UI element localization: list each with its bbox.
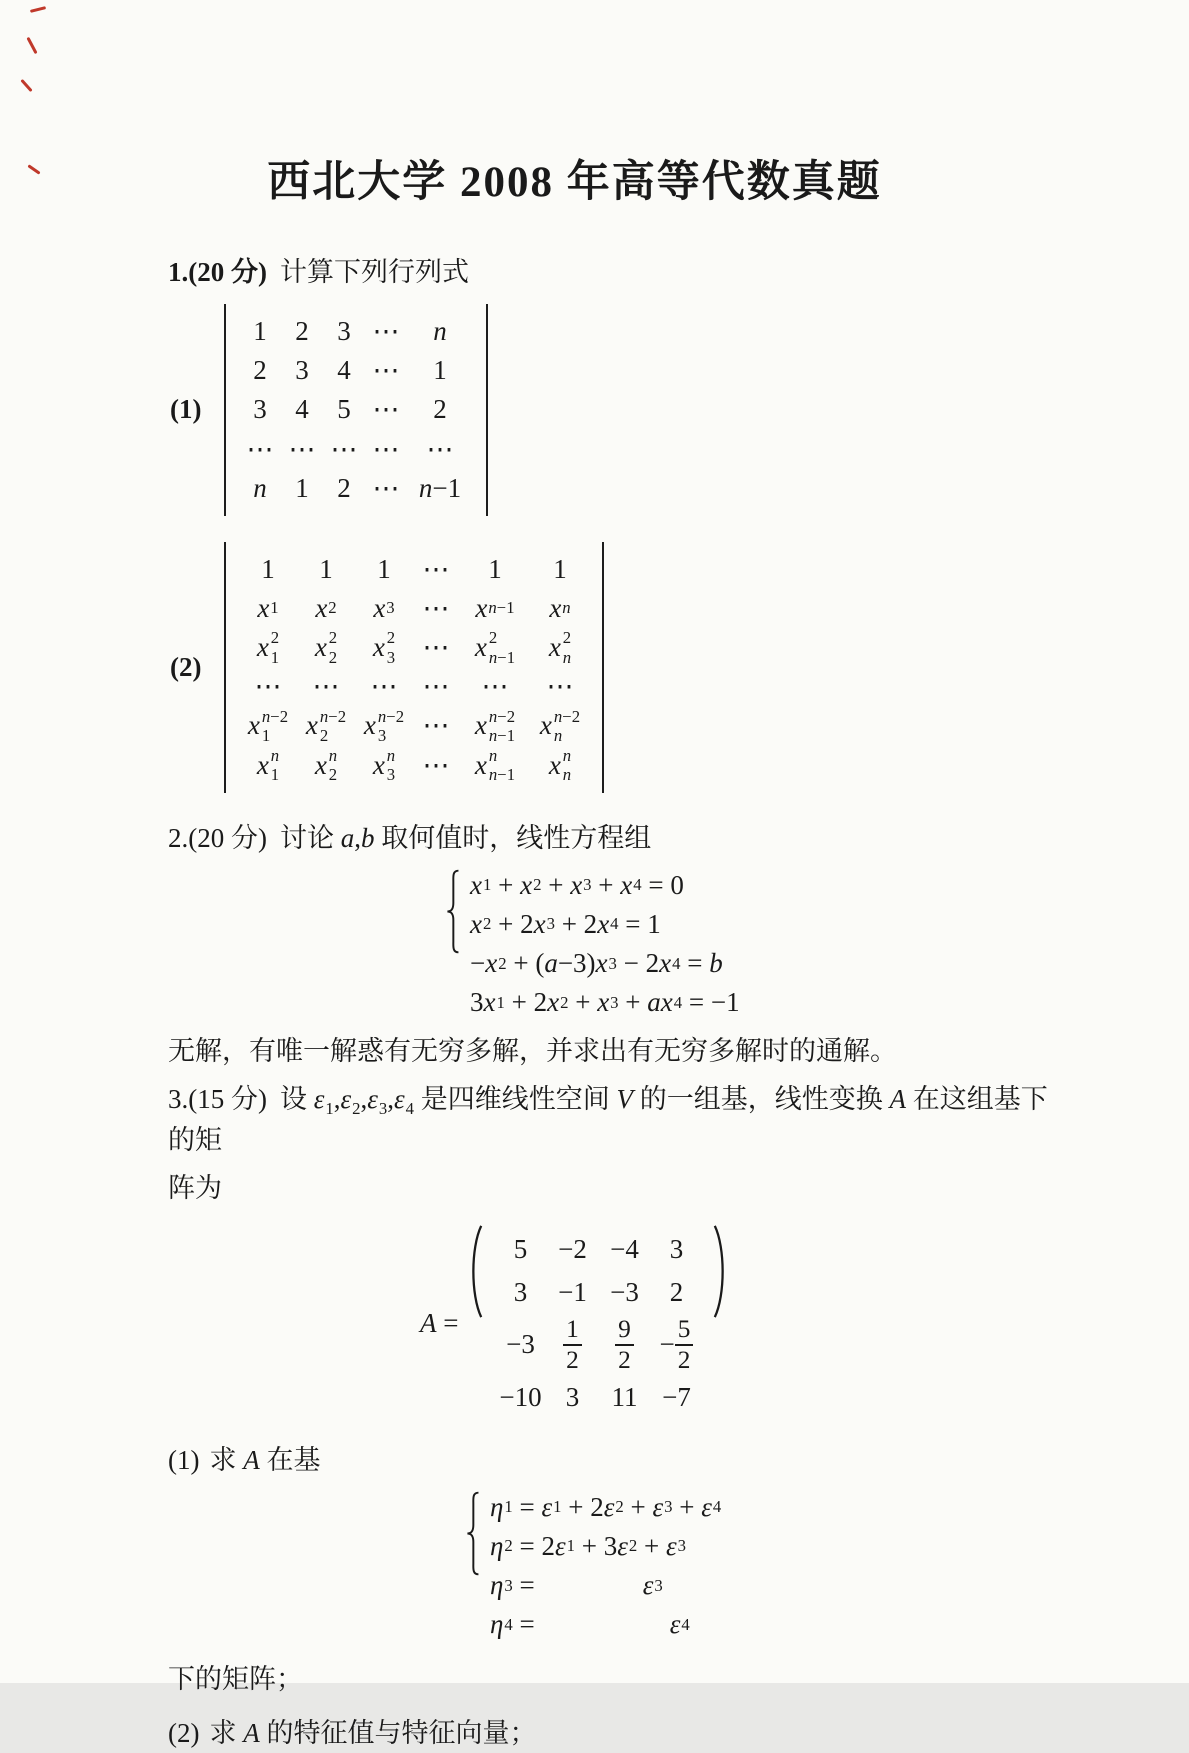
- matrix-cell: x n−2 3: [363, 706, 405, 745]
- matrix-row: [239, 667, 589, 706]
- matrix-cell: 5: [513, 1233, 528, 1264]
- part-1-label: (1): [170, 394, 202, 425]
- determinant-2-block: [170, 542, 1059, 793]
- matrix-a-grid: [490, 1222, 706, 1425]
- matrix-cell: x 2 1: [256, 628, 280, 667]
- matrix-cell: −3: [506, 1329, 535, 1360]
- matrix-cell: x 1: [257, 592, 279, 623]
- matrix-cell: ⋯: [422, 592, 450, 623]
- part-2-text: 求 A 的特征值与特征向量；: [209, 1717, 537, 1748]
- matrix-cell: 2: [337, 472, 351, 503]
- matrix-cell: 3: [513, 1276, 528, 1307]
- equation-line: x 2 + 2 x 3 + 2 x 4 = 1: [470, 908, 661, 939]
- matrix-cell: 1: [261, 553, 275, 584]
- matrix-cell: n: [433, 316, 447, 347]
- matrix-cell: 3: [295, 355, 309, 386]
- matrix-cell: ⋯: [312, 671, 340, 702]
- matrix-cell: 1: [253, 316, 267, 347]
- matrix-row: [239, 746, 589, 785]
- linear-system: [444, 866, 740, 1023]
- matrix-row: [239, 312, 473, 351]
- matrix-cell: − $\frac{5}{2}$: [650, 1315, 702, 1374]
- matrix-row: [494, 1271, 702, 1314]
- linear-system-equations: [470, 866, 740, 1023]
- matrix-row: [239, 589, 589, 628]
- matrix-cell: n: [253, 472, 267, 503]
- question-1-number: 1.(20 分): [168, 257, 267, 287]
- matrix-cell: x n−1: [475, 592, 515, 623]
- matrix-cell: ⋯: [422, 671, 450, 702]
- matrix-cell: ⋯: [481, 671, 509, 702]
- question-3-number: 3.(15 分): [168, 1083, 267, 1114]
- matrix-cell: 11: [611, 1381, 638, 1412]
- matrix-cell: x n 3: [372, 745, 396, 785]
- matrix-cell: ⋯: [288, 433, 316, 464]
- matrix-cell: 3: [337, 316, 351, 347]
- matrix-cell: ⋯: [422, 749, 450, 780]
- left-curly-brace-icon: [444, 869, 461, 954]
- question-2-header: [168, 819, 1059, 858]
- question-3-part-1: [168, 1441, 1059, 1480]
- matrix-cell: $\frac{9}{2}$: [598, 1315, 650, 1374]
- matrix-cell: x 2 2: [314, 628, 338, 667]
- matrix-cell: −7: [662, 1381, 691, 1412]
- eta-basis-system: [464, 1488, 721, 1645]
- matrix-cell: −2: [558, 1233, 587, 1264]
- matrix-cell: x 2 n: [548, 628, 572, 667]
- matrix-cell: 4: [295, 394, 309, 425]
- question-2-after-text: 无解，有唯一解惑有无穷多解，并求出有无穷多解时的通解。: [168, 1036, 897, 1067]
- matrix-row: [494, 1376, 702, 1419]
- matrix-cell: x 2 3: [372, 628, 396, 667]
- matrix-cell: x n−2 n−1: [474, 706, 516, 745]
- matrix-cell: −10: [499, 1381, 542, 1412]
- matrix-cell: 4: [337, 355, 351, 386]
- matrix-row: [239, 430, 473, 469]
- question-3-part-2: [168, 1714, 1059, 1753]
- matrix-cell: x n n: [548, 745, 572, 785]
- equation-line: x 1 + x 2 + x 3 + x 4 = 0: [470, 869, 684, 900]
- left-curly-brace-icon: [464, 1491, 481, 1576]
- determinant-1: [224, 304, 488, 516]
- matrix-cell: 3: [565, 1381, 580, 1412]
- determinant-2: [224, 542, 604, 793]
- matrix-cell: 5: [337, 394, 351, 425]
- question-2-text: 讨论 a,b 取何值时，线性方程组: [279, 822, 652, 853]
- equation-line: − x 2 + ( a −3) x 3 − 2 x 4 = b: [470, 948, 723, 979]
- matrix-cell: −3: [610, 1276, 639, 1307]
- matrix-cell: x 2: [315, 592, 337, 623]
- matrix-cell: ⋯: [330, 433, 358, 464]
- matrix-cell: 3: [253, 394, 267, 425]
- question-1-text: 计算下列行列式: [279, 257, 469, 287]
- matrix-cell: n −1: [418, 472, 462, 503]
- matrix-cell: 2: [295, 316, 309, 347]
- matrix-cell: ⋯: [546, 671, 574, 702]
- matrix-cell: ⋯: [372, 355, 400, 386]
- matrix-cell: x 3: [373, 592, 395, 623]
- matrix-cell: x n−2 2: [305, 706, 347, 745]
- matrix-cell: x n n−1: [474, 745, 516, 785]
- matrix-cell: 3: [669, 1233, 684, 1264]
- question-3-header: [168, 1080, 1059, 1161]
- right-parenthesis-icon: [711, 1224, 730, 1319]
- determinant-1-block: [170, 304, 1059, 516]
- matrix-cell: x n 1: [256, 745, 280, 785]
- matrix-cell: ⋯: [246, 433, 274, 464]
- question-2-number: 2.(20 分): [168, 822, 267, 853]
- question-3-text-line2: 阵为: [168, 1172, 222, 1203]
- matrix-cell: ⋯: [372, 394, 400, 425]
- matrix-cell: x n 2: [314, 745, 338, 785]
- matrix-cell: 2: [669, 1276, 684, 1307]
- equation-line: η 3 = ε 3: [490, 1570, 663, 1601]
- matrix-row: [239, 351, 473, 390]
- matrix-cell: 1: [433, 355, 447, 386]
- matrix-row: [239, 390, 473, 429]
- question-3-text-line1: 设 $\varepsilon_1,\varepsilon_2,\varepsilon_3,\varepsilon_4$ 是四维线性空间 V 的一组基，线性变换 A 在这组基下的矩: [168, 1083, 1048, 1156]
- matrix-cell: 2: [253, 355, 267, 386]
- matrix-cell: ⋯: [370, 671, 398, 702]
- matrix-cell: $\frac{1}{2}$: [546, 1315, 598, 1374]
- matrix-cell: 1: [319, 553, 333, 584]
- exam-body: [0, 209, 1189, 1753]
- matrix-cell: x n: [549, 592, 571, 623]
- matrix-cell: ⋯: [254, 671, 282, 702]
- matrix-cell: −1: [558, 1276, 587, 1307]
- matrix-a-line: [420, 1222, 1059, 1425]
- matrix-a: [466, 1222, 730, 1425]
- left-parenthesis-icon: [466, 1224, 485, 1319]
- part-2-number: (2): [168, 1717, 200, 1748]
- part-2-label: (2): [170, 651, 202, 682]
- equation-line: 3 x 1 + 2 x 2 + x 3 + a x 4 = −1: [470, 987, 740, 1018]
- matrix-cell: x n−2 n: [539, 706, 581, 745]
- matrix-cell: 1: [553, 553, 567, 584]
- part-1-after-text: 下的矩阵；: [168, 1664, 303, 1695]
- matrix-cell: 1: [377, 553, 391, 584]
- matrix-a-label: A =: [420, 1307, 459, 1338]
- matrix-row: [239, 706, 589, 745]
- matrix-cell: x 2 n−1: [474, 628, 516, 667]
- matrix-row: [239, 550, 589, 589]
- matrix-cell: 1: [488, 553, 502, 584]
- matrix-cell: ⋯: [422, 553, 450, 584]
- page-title: 西北大学 2008 年高等代数真题: [267, 159, 882, 206]
- matrix-cell: ⋯: [426, 433, 454, 464]
- eta-basis-equations: [490, 1488, 721, 1645]
- matrix-cell: ⋯: [422, 632, 450, 663]
- part-1-text: 求 A 在基: [209, 1444, 321, 1475]
- equation-line: η 4 = ε 4: [490, 1609, 690, 1640]
- matrix-row: [239, 469, 473, 508]
- matrix-cell: 2: [433, 394, 447, 425]
- matrix-row: [494, 1314, 702, 1376]
- matrix-cell: ⋯: [372, 472, 400, 503]
- matrix-cell: ⋯: [422, 710, 450, 741]
- matrix-cell: ⋯: [372, 316, 400, 347]
- matrix-cell: ⋯: [372, 433, 400, 464]
- equation-line: η 2 = 2 ε 1 + 3 ε 2 + ε 3: [490, 1531, 687, 1562]
- part-1-number: (1): [168, 1444, 200, 1475]
- matrix-cell: x n−2 1: [247, 706, 289, 745]
- matrix-row: [239, 628, 589, 667]
- question-1-header: [168, 253, 1059, 292]
- equation-line: η 1 = ε 1 + 2 ε 2 + ε 3 + ε 4: [490, 1491, 722, 1522]
- matrix-cell: −4: [610, 1233, 639, 1264]
- matrix-row: [494, 1228, 702, 1271]
- matrix-cell: 1: [295, 472, 309, 503]
